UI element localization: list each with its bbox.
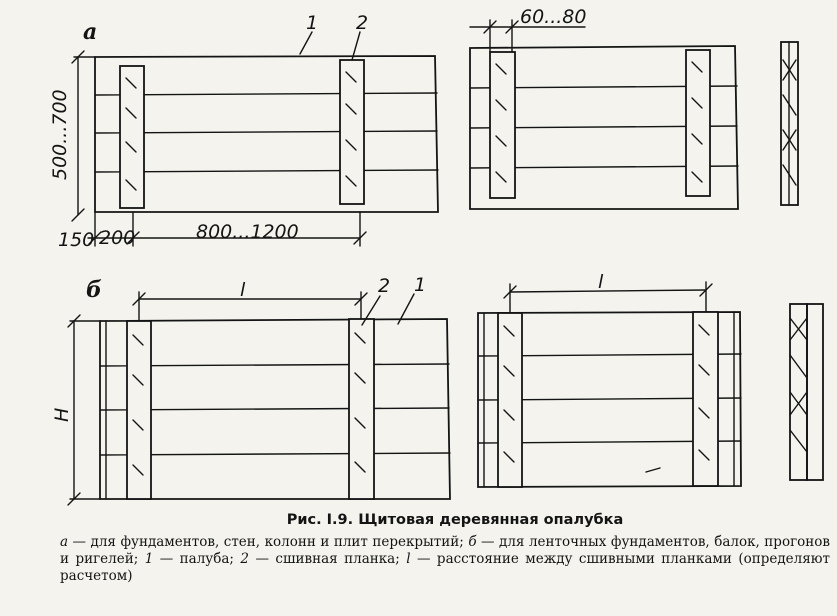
dim-label-h: H (51, 407, 73, 422)
caption-key-2: 2 (240, 551, 250, 567)
panel-b-side-batten-left (498, 313, 522, 487)
callout-2-a: 2 (356, 12, 369, 34)
section-a (781, 42, 798, 205)
caption-text-l: — расстояние между сшивными планками (определяют расчетом) (60, 551, 830, 584)
caption-text-a: — для фундаментов, стен, колонн и плит перекрытий; (68, 534, 469, 550)
panel-b-batten-left (127, 321, 151, 499)
caption-key-1: 1 (144, 551, 154, 567)
panel-b-side-batten-right (693, 312, 718, 486)
caption-text-1: — палуба; (153, 551, 241, 567)
panel-a-side-batten-left (490, 52, 515, 198)
caption-text-2: — сшивная планка; (249, 551, 407, 567)
dimension-l-b-side (504, 282, 712, 313)
callout-2-b: 2 (378, 275, 391, 297)
panel-a-board (95, 56, 438, 212)
dimension-height-a (72, 51, 95, 221)
dimension-l-b (133, 292, 367, 321)
panel-a-batten-left (120, 66, 144, 208)
section-b (790, 304, 823, 480)
panel-b-label: б (86, 277, 102, 303)
caption-key-l: l (406, 551, 411, 567)
callout-1-b: 1 (414, 274, 427, 296)
caption-key-b: б (468, 534, 477, 550)
dim-label-l-b: l (240, 279, 246, 301)
caption-key-a: а (60, 534, 69, 550)
dim-label-gap: 60...80 (520, 6, 587, 28)
figure-caption (60, 512, 830, 585)
panel-a-batten-right (340, 60, 364, 204)
dim-label-offset: 200 (99, 227, 136, 249)
mark-dash (646, 468, 660, 472)
dim-label-edge: 150 (58, 229, 95, 251)
panel-b-board (100, 319, 450, 499)
caption-text-b: — для ленточных фундаментов, балок, прогонов и ригелей; (60, 534, 831, 567)
caption-title: Рис. I.9. Щитовая деревянная опалубка (286, 512, 624, 528)
dim-label-height-a: 500...700 (49, 89, 71, 180)
panel-a-side-batten-right (686, 50, 710, 196)
caption-body (60, 534, 830, 585)
callout-line-1a (300, 32, 312, 54)
dim-label-l-b-side: l (598, 271, 604, 293)
panel-a-label: а (83, 19, 98, 45)
dim-label-spacing: 800...1200 (196, 221, 299, 243)
callout-1-a: 1 (306, 12, 319, 34)
panel-b-batten-right (349, 319, 374, 499)
